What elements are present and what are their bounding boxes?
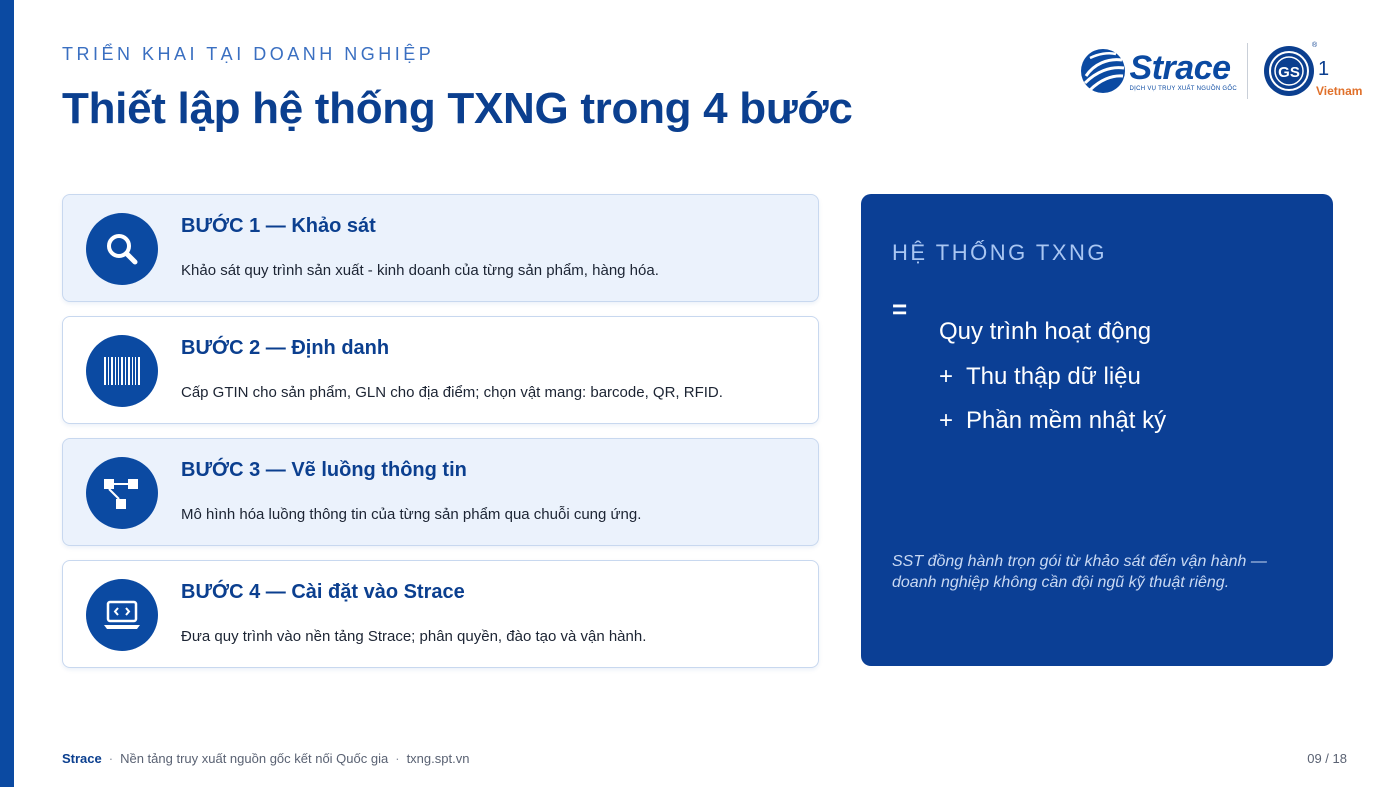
system-summary-panel — [861, 194, 1333, 666]
step-card-1 — [62, 194, 819, 302]
footer-separator: · — [108, 751, 114, 766]
strace-swirl-icon — [1080, 46, 1126, 96]
step-1-title: BƯỚC 1 — Khảo sát — [181, 215, 376, 237]
panel-title: HỆ THỐNG TXNG — [892, 240, 1108, 265]
page-title: Thiết lập hệ thống TXNG trong 4 bước — [62, 84, 853, 133]
barcode-icon — [86, 335, 158, 407]
partner-logos — [1080, 40, 1362, 102]
footer-tagline: Nền tảng truy xuất nguồn gốc kết nối Quốc gia — [120, 751, 389, 766]
gs1-digit: 1 — [1318, 58, 1330, 80]
page-number: 09 / 18 — [1307, 751, 1347, 766]
section-kicker: TRIỂN KHAI TẠI DOANH NGHIỆP — [62, 44, 435, 64]
gs1-registered-mark: ® — [1312, 42, 1318, 49]
step-card-2 — [62, 316, 819, 424]
logo-divider — [1247, 43, 1248, 99]
search-icon — [86, 213, 158, 285]
step-card-4 — [62, 560, 819, 668]
gs1-ring-icon — [1262, 44, 1316, 98]
step-1-description: Khảo sát quy trình sản xuất - kinh doanh của từng sản phẩm, hàng hóa. — [181, 262, 659, 279]
strace-wordmark: Strace — [1129, 48, 1231, 87]
strace-logo — [1080, 46, 1237, 96]
plus-sign: + — [939, 363, 954, 390]
step-card-3 — [62, 438, 819, 546]
step-4-description: Đưa quy trình vào nền tảng Strace; phân quyền, đào tạo và vận hành. — [181, 628, 647, 645]
footer — [62, 751, 469, 766]
component-data-collection — [939, 363, 1141, 391]
flow-diagram-icon — [86, 457, 158, 529]
left-accent-bar — [0, 0, 14, 787]
gs1-logo — [1262, 40, 1362, 102]
equals-sign: = — [892, 294, 908, 324]
svg-text:GS: GS — [1278, 64, 1300, 81]
step-2-title: BƯỚC 2 — Định danh — [181, 337, 390, 359]
component-logging-software — [939, 407, 1166, 435]
step-2-description: Cấp GTIN cho sản phẩm, GLN cho địa điểm; chọn vật mang: barcode, QR, RFID. — [181, 384, 723, 401]
step-4-title: BƯỚC 4 — Cài đặt vào Strace — [181, 581, 465, 603]
footer-separator: · — [395, 751, 400, 766]
strace-tagline: DỊCH VỤ TRUY XUẤT NGUỒN GỐC — [1129, 85, 1237, 92]
footer-url[interactable]: txng.spt.vn — [406, 751, 470, 766]
footer-brand: Strace — [62, 751, 102, 766]
gs1-country: Vietnam — [1316, 84, 1363, 98]
plus-sign: + — [939, 407, 954, 434]
laptop-code-icon — [86, 579, 158, 651]
panel-note: SST đồng hành trọn gói từ khảo sát đến vận hành — doanh nghiệp không cần đội ngũ kỹ thuật riêng. — [892, 553, 1267, 591]
component-data-collection-label: Thu thập dữ liệu — [966, 363, 1141, 390]
step-3-description: Mô hình hóa luồng thông tin của từng sản phẩm qua chuỗi cung ứng. — [181, 506, 642, 523]
component-process: Quy trình hoạt động — [939, 318, 1152, 345]
step-3-title: BƯỚC 3 — Vẽ luồng thông tin — [181, 459, 467, 481]
component-logging-software-label: Phần mềm nhật ký — [966, 407, 1167, 434]
